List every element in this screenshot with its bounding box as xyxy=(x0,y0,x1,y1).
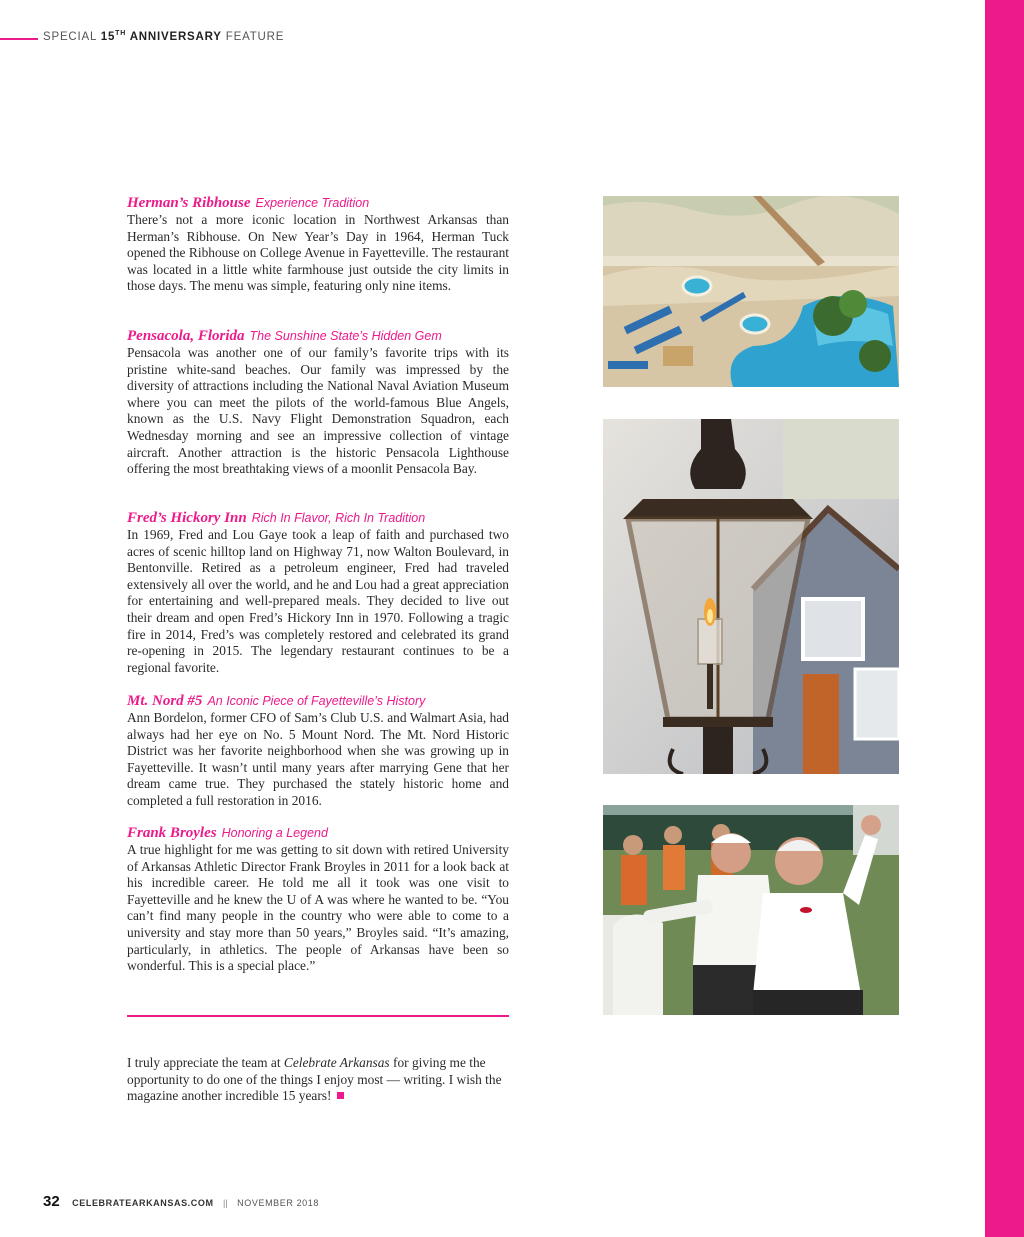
closing-text-before: I truly appreciate the team at xyxy=(127,1055,284,1070)
photo-pensacola-resort xyxy=(603,196,899,387)
section-body: Pensacola was another one of our family’s favorite trips with its pristine white-sand beaches. Our family was impressed by the diversity of attractions including the National Naval Aviation Museum where you can meet the pilots of the world-famous Blue Angels, known as the U.S. Navy Flight Demonstration Squadron, each Wednesday morning and see an impressive collection of vintage aircraft. Another attraction is the historic Pensacola Lighthouse offering the most breathtaking views of a moonlit Pensacola Bay. xyxy=(127,345,509,477)
header-number: 15 xyxy=(100,31,116,43)
footer-date: NOVEMBER 2018 xyxy=(237,1198,320,1208)
header-post: FEATURE xyxy=(225,31,285,43)
photo-gas-lantern xyxy=(603,419,899,774)
section-frank-broyles xyxy=(127,824,509,975)
section-heading xyxy=(127,824,509,842)
section-heading xyxy=(127,327,509,345)
golf-cart-illustration xyxy=(603,805,899,1015)
header-strong-word: ANNIVERSARY xyxy=(129,31,222,43)
closing-text-after: for giving me the opportunity to do one of the things I enjoy most — writing. I wish the magazine another incredible 15 years! xyxy=(127,1055,502,1104)
section-subtitle: An Iconic Piece of Fayetteville’s History xyxy=(207,694,426,708)
section-body: A true highlight for me was getting to sit down with retired University of Arkansas Athletic Director Frank Broyles in 2011 for a look back at his incredible career. He told me all it took was one visit to Fayetteville and he knew the U of A was where he wanted to be. “You can’t find many people in the country who were able to come to a university and stay more than 50 years,” Broyles said. “It’s amazing, particularly, in athletics. The people of Arkansas have been so wonderful. This is a special place.” xyxy=(127,842,509,974)
closing-paragraph xyxy=(127,1055,509,1105)
footer-site: CELEBRATEARKANSAS.COM xyxy=(72,1198,214,1208)
section-hermans-ribhouse xyxy=(127,194,509,295)
magazine-name: Celebrate Arkansas xyxy=(283,1055,390,1070)
section-pensacola xyxy=(127,327,509,478)
section-heading xyxy=(127,509,509,527)
photo-frank-broyles xyxy=(603,805,899,1015)
section-subtitle: Rich In Flavor, Rich In Tradition xyxy=(251,511,426,525)
section-freds-hickory-inn xyxy=(127,509,509,676)
section-subtitle: Experience Tradition xyxy=(255,196,370,210)
section-subtitle: Honoring a Legend xyxy=(221,826,328,840)
header-pre: SPECIAL xyxy=(43,31,97,43)
header-ordinal: TH xyxy=(115,30,127,37)
section-title: Pensacola, Florida xyxy=(127,328,245,344)
section-title: Fred’s Hickory Inn xyxy=(127,510,247,526)
lantern-illustration xyxy=(603,419,899,774)
resort-aerial-illustration xyxy=(603,196,899,387)
section-body: Ann Bordelon, former CFO of Sam’s Club U.S. and Walmart Asia, had always had her eye on No. 5 Mount Nord. The Mt. Nord Historic District was her favorite neighborhood when she was growing up in Fayetteville. It wasn’t until many years after marrying Gene that her dream came true. They purchased the stately historic home and completed a full restoration in 2016. xyxy=(127,710,509,808)
footer-separator: || xyxy=(223,1198,228,1208)
section-subtitle: The Sunshine State’s Hidden Gem xyxy=(249,329,442,343)
section-title: Mt. Nord #5 xyxy=(127,693,203,709)
edge-color-bar xyxy=(985,0,1024,1237)
page-number: 32 xyxy=(43,1193,60,1210)
section-mt-nord xyxy=(127,692,509,810)
section-divider xyxy=(127,1015,509,1017)
feature-header xyxy=(43,30,284,43)
section-heading xyxy=(127,194,509,212)
section-title: Frank Broyles xyxy=(127,825,217,841)
page-footer xyxy=(43,1193,319,1211)
section-title: Herman’s Ribhouse xyxy=(127,195,251,211)
section-body: In 1969, Fred and Lou Gaye took a leap of faith and purchased two acres of scenic hilltop land on Highway 71, now Walton Boulevard, in Bentonville. Retired as a petroleum engineer, Fred had traveled extensively all over the world, and he and Lou had a great appreciation for entertaining and well-prepared meals. They decided to live out their dream and open Fred’s Hickory Inn in 1970. Following a tragic fire in 2014, Fred’s was completely restored and celebrated its grand re-opening in 2015. The legendary restaurant continues to be a regional favorite. xyxy=(127,527,509,675)
end-mark-icon xyxy=(337,1092,344,1099)
section-heading xyxy=(127,692,509,710)
header-rule xyxy=(0,38,38,40)
section-body: There’s not a more iconic location in Northwest Arkansas than Herman’s Ribhouse. On New Year’s Day in 1964, Herman Tuck opened the Ribhouse on College Avenue in Fayetteville. The restaurant was located in a little white farmhouse just outside the city limits in those days. The menu was simple, featuring only nine items. xyxy=(127,212,509,294)
